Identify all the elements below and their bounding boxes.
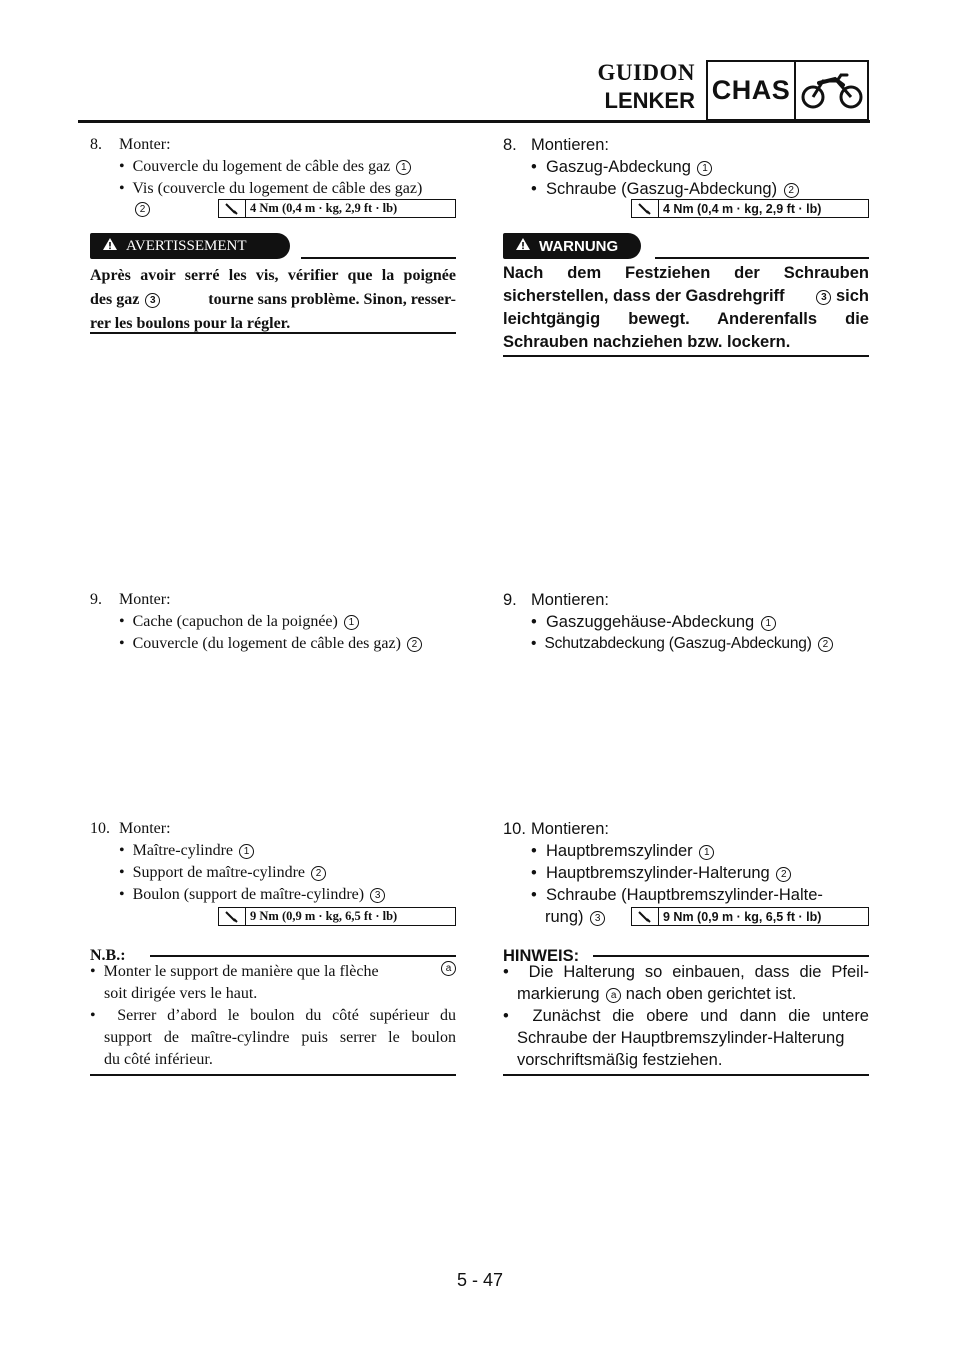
wrench-icon [632, 200, 659, 217]
de-step8-heading: Montieren: [531, 136, 609, 154]
warning-icon [102, 237, 118, 256]
de-step10-item2: • Hauptbremszylinder-Halterung 2 [531, 862, 791, 884]
de-note-rule [593, 955, 869, 957]
de-step8-item1: • Gaszug-Abdeckung 1 [531, 156, 712, 178]
section-code: CHAS [708, 62, 796, 119]
fr-step10-torque: 9 Nm (0,9 m · kg, 6,5 ft · lb) [218, 907, 456, 926]
page-number: 5 - 47 [456, 1270, 504, 1290]
fr-step9-item1: • Cache (capuchon de la poignée) 1 [119, 611, 359, 633]
de-note-end-rule [503, 1074, 869, 1076]
de-step10-item3: • Schraube (Hauptbremszylinder-Halte- [531, 886, 823, 904]
wrench-icon [219, 908, 246, 925]
fr-step8-heading: Monter: [119, 136, 171, 153]
de-step10-heading: Montieren: [531, 820, 609, 838]
de-step8-torque: 4 Nm (0,4 m · kg, 2,9 ft · lb) [631, 199, 869, 218]
de-step10-torque: 9 Nm (0,9 m · kg, 6,5 ft · lb) [631, 907, 869, 926]
section-badge [706, 60, 869, 121]
de-step9-number: 9. [503, 591, 517, 609]
de-warning-text: Nach dem Festziehen der Schrauben sicherstellen, dass der Gasdrehgriff 3 sich leichtgängig bewegt. Anderenfalls die Schrauben nachziehen bzw. lockern. [503, 264, 869, 351]
fr-note-bullet1: • Monter le support de manière que la flèche a soit dirigée vers le haut. [90, 961, 456, 1005]
motorcycle-icon [796, 62, 867, 119]
de-step9-heading: Montieren: [531, 591, 609, 609]
de-note-bullet2: • Zunächst die obere und dann die untere Schraube der Hauptbremszylinder-Halterung vorschriftsmäßig festziehen. [503, 1007, 869, 1069]
fr-step10-item3: • Boulon (support de maître-cylindre) 3 [119, 884, 385, 906]
de-warning-rule [655, 257, 869, 259]
fr-step8-item2-ref: 2 [133, 200, 150, 218]
de-warning-label: WARNUNG [503, 233, 641, 259]
fr-warning-end-rule [90, 332, 456, 334]
fr-step10-heading: Monter: [119, 820, 171, 837]
wrench-icon [632, 908, 659, 925]
fr-warning-rule [301, 257, 456, 259]
warning-icon [515, 237, 531, 255]
de-step8-number: 8. [503, 136, 517, 154]
de-step8-item2: • Schraube (Gaszug-Abdeckung) 2 [531, 178, 799, 200]
fr-note-bullet2: • Serrer d’abord le boulon du côté supérieur du support de maître-cylindre puis serrer le boulon du côté inférieur. [90, 1007, 457, 1068]
fr-step8-item1: • Couvercle du logement de câble des gaz 1 [119, 156, 411, 178]
fr-step10-number: 10. [90, 820, 110, 837]
fr-note-label: N.B.: [90, 947, 126, 964]
fr-step9-item2: • Couvercle (du logement de câble des gaz) 2 [119, 633, 422, 655]
fr-step8-item2: • Vis (couvercle du logement de câble des gaz) [119, 180, 423, 197]
de-step9-item2: • Schutzabdeckung (Gaszug-Abdeckung) 2 [531, 633, 833, 655]
de-note-label: HINWEIS: [503, 947, 580, 965]
fr-step8-number: 8. [90, 136, 102, 153]
fr-step9-heading: Monter: [119, 591, 171, 608]
fr-step9-number: 9. [90, 591, 102, 608]
fr-warning-text: Après avoir serré les vis, vérifier que la poignée des gaz 3 tourne sans problème. Sinon, resser- rer les boulons pour la régler. [90, 267, 456, 332]
de-step10-item1: • Hauptbremszylinder 1 [531, 840, 714, 862]
header-title-de: LENKER [604, 88, 695, 113]
de-step9-item1: • Gaszuggehäuse-Abdeckung 1 [531, 611, 776, 633]
fr-note-end-rule [90, 1074, 456, 1076]
fr-step10-item1: • Maître-cylindre 1 [119, 840, 254, 862]
header-rule [78, 120, 870, 123]
wrench-icon [219, 200, 246, 217]
de-step10-item3-cont: rung) 3 [545, 906, 605, 928]
fr-warning-label: AVERTISSEMENT [90, 233, 290, 259]
fr-step8-torque: 4 Nm (0,4 m · kg, 2,9 ft · lb) [218, 199, 456, 218]
de-note-bullet1: • Die Halterung so einbauen, dass die Pfeil- markierung a nach oben gerichtet ist. [503, 963, 869, 1003]
fr-step10-item2: • Support de maître-cylindre 2 [119, 862, 326, 884]
header-title-fr: GUIDON [597, 60, 695, 85]
de-step10-number: 10. [503, 820, 526, 838]
fr-note-rule [150, 955, 456, 957]
de-warning-end-rule [503, 355, 869, 357]
